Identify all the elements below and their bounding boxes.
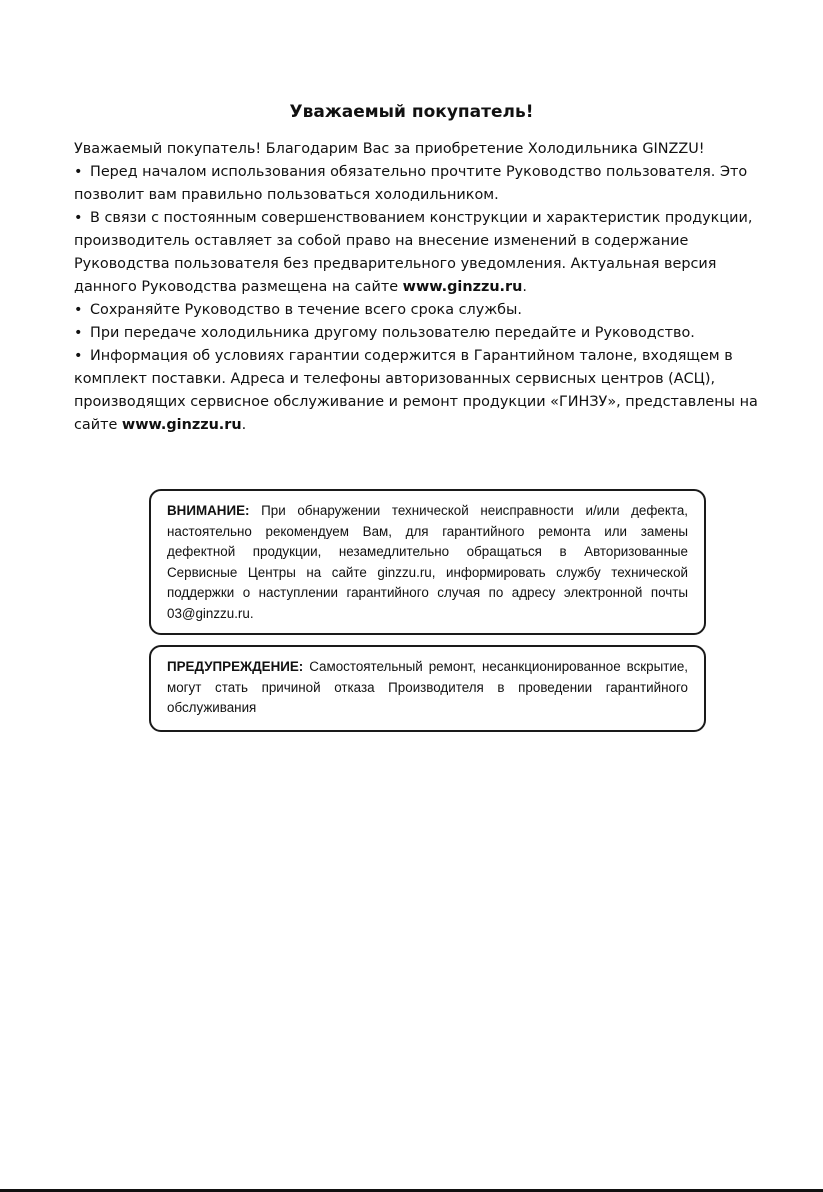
bullet-text: Перед началом использования обязательно прочтите Руководство пользователя. Это позволит вам правильно пользоваться холодильником. <box>74 164 748 203</box>
website-link[interactable]: www.ginzzu.ru <box>121 417 242 433</box>
warning-text: При обнаружении технической неисправности и/или дефекта, настоятельно рекомендуем Вам, для гарантийного ремонта или замены дефектной продукции, незамедлительно обращаться в Авторизованные Сервисные Центры на сайте ginzzu.ru, информировать службу технической поддержки о наступлении гарантийного случая по адресу электронной почты 03@ginzzu.ru. <box>167 503 688 621</box>
greeting-line: Уважаемый покупатель! Благодарим Вас за приобретение Холодильника GINZZU! <box>74 141 705 157</box>
bullet-end: . <box>522 279 527 295</box>
intro-section <box>74 138 774 437</box>
caution-text: Самостоятельный ремонт, несанкционированное вскрытие, могут стать причиной отказа Производителя в проведении гарантийного обслуживания <box>167 659 688 715</box>
bullet-icon: • <box>74 325 83 341</box>
bullet-item-warranty <box>74 345 774 437</box>
bullet-icon: • <box>74 348 83 364</box>
bullet-item-transfer <box>74 322 774 345</box>
warning-label: ВНИМАНИЕ: <box>167 503 250 518</box>
page-title: Уважаемый покупатель! <box>289 102 534 122</box>
bullet-text: В связи с постоянным совершенствованием конструкции и характеристик продукции, производитель оставляет за собой право на внесение изменений в содержание Руководства пользователя без предварительного уведомления. Актуальная версия данного Руководства размещена на сайте <box>74 210 753 295</box>
bullet-item-read-manual <box>74 161 774 207</box>
warning-box <box>149 489 706 635</box>
caution-label: ПРЕДУПРЕЖДЕНИЕ: <box>167 659 304 674</box>
bullet-icon: • <box>74 210 83 226</box>
website-link[interactable]: www.ginzzu.ru <box>402 279 523 295</box>
bullet-icon: • <box>74 302 83 318</box>
bullet-text: При передаче холодильника другому пользователю передайте и Руководство. <box>90 325 695 341</box>
bullet-text: Информация об условиях гарантии содержится в Гарантийном талоне, входящем в комплект поставки. Адреса и телефоны авторизованных сервисных центров (АСЦ), производящих сервисное обслуживание и ремонт продукции «ГИНЗУ», представлены на сайте <box>74 348 758 433</box>
bullet-item-keep-manual <box>74 299 774 322</box>
caution-box <box>149 645 706 732</box>
bullet-text: Сохраняйте Руководство в течение всего срока службы. <box>90 302 522 318</box>
bullet-item-changes <box>74 207 774 299</box>
bullet-end: . <box>241 417 247 433</box>
bullet-icon: • <box>74 164 83 180</box>
